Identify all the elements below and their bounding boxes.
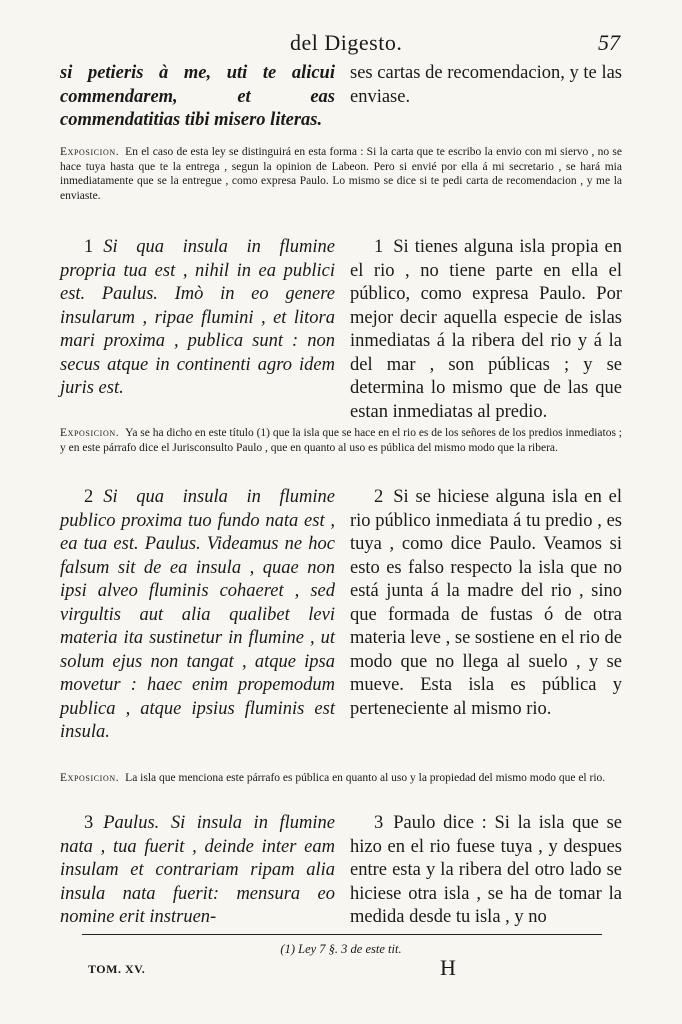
- footnote: (1) Ley 7 §. 3 de este tit.: [280, 942, 402, 956]
- latin-text-continuation: si petieris à me, uti te alicui commendarem, et eas commendatitias tibi misero literas.: [60, 63, 335, 130]
- page-header: [0, 30, 682, 58]
- latin-text: Si qua insula in flumine publico proxima tuo fundo nata est , ea tua est. Paulus. Videamus ne hoc falsum sit de ea insula , quae non ipsi alveo fluminis cohaeret , sed virgultis aut alia qualibet levi materia ita sustinetur in flumine , ut solum ejus non tangat , atque ipsa movetur : haec enim propemodum publica , atque ipsius fluminis est insula.: [60, 487, 335, 742]
- latin-paragraph-2: [60, 486, 335, 745]
- exposicion-paragraph: [60, 145, 622, 203]
- spanish-text: Paulo dice : Si la isla que se hizo en el rio fuese tuya , y despues entre esta y la ribera del otro lado se hiciese otra isla , se ha de tomar la medida desde tu isla , y no: [350, 813, 622, 927]
- exposicion-paragraph: [60, 771, 622, 786]
- spanish-text: Si se hiciese alguna isla en el rio público inmediata á tu predio , es tuya , como dice Paulo. Veamos si esto es falso respecto la isla que no está junta á la madre del rio , sino que formada de fustas ó de otra materia leve , se sostiene en el rio de modo que no llega al suelo , y se mueve. Esta isla es pública y perteneciente al mismo rio.: [350, 487, 622, 719]
- spanish-paragraph-1: [350, 236, 622, 424]
- spanish-paragraph-3: [350, 812, 622, 930]
- latin-text: Paulus. Si insula in flumine nata , tua fuerit , deinde inter eam insulam et contrariam ripam alia insula nata fuerit: mensura eo nomine erit instruen-: [60, 813, 335, 927]
- latin-paragraph-3: [60, 812, 335, 930]
- paragraph-number: 3: [84, 813, 94, 833]
- signature-mark: H: [440, 955, 456, 980]
- latin-text: Si qua insula in flumine propria tua est , nihil in ea publici est. Paulus. Imò in eo genere insularum , ripae flumini , et litora mari proxima , publica sunt : non secus atque in continenti agro idem juris est.: [60, 237, 335, 398]
- exposicion-text: La isla que menciona este párrafo es pública en quanto al uso y la propiedad del mismo modo que el rio.: [125, 772, 606, 784]
- exposicion-paragraph: [60, 426, 622, 455]
- paragraph-number: 3: [374, 813, 384, 833]
- footnote-divider: [82, 934, 602, 935]
- paragraph-number: 1: [84, 237, 94, 257]
- exposicion-text: Ya se ha dicho en este título (1) que la isla que se hace en el rio es de los señores de los predios inmediatos ; y en este párrafo dice el Jurisconsulto Paulo , que en quanto al uso es pública del mismo modo que la ribera.: [60, 427, 622, 454]
- exposicion-text: En el caso de esta ley se distinguirá en esta forma : Si la carta que te escribo la envio con mi siervo , no se hace tuya hasta que te la entrega , segun la opinion de Labeon. Pero si envié por ella á mi secretario , se hará mia inmediatamente que se la entregue , como expresa Paulo. Lo mismo se dice si te pedi carta de recomendacion , y me la enviaste.: [60, 146, 622, 202]
- paragraph-number: 2: [84, 487, 94, 507]
- spanish-text: Si tienes alguna isla propia en el rio , no tiene parte en ella el público, como expresa Paulo. Por mejor decir aquella especie de islas inmediatas á la ribera del rio y á la del mar , son públicas ; y se determina lo mismo que de las que estan inmediatas al predio.: [350, 237, 622, 422]
- exposicion-label: Exposicion.: [60, 427, 120, 439]
- exposicion-label: Exposicion.: [60, 772, 120, 784]
- running-title: del Digesto.: [290, 30, 403, 55]
- paragraph-number: 2: [374, 487, 384, 507]
- exposicion-label: Exposicion.: [60, 146, 120, 158]
- spanish-text-continuation: ses cartas de recomendacion, y te las enviase.: [350, 63, 622, 107]
- paragraph-number: 1: [374, 237, 384, 257]
- volume-signature: TOM. XV.: [88, 962, 146, 976]
- page-number: 57: [598, 30, 620, 55]
- spanish-paragraph-2: [350, 486, 622, 721]
- latin-paragraph-1: [60, 236, 335, 401]
